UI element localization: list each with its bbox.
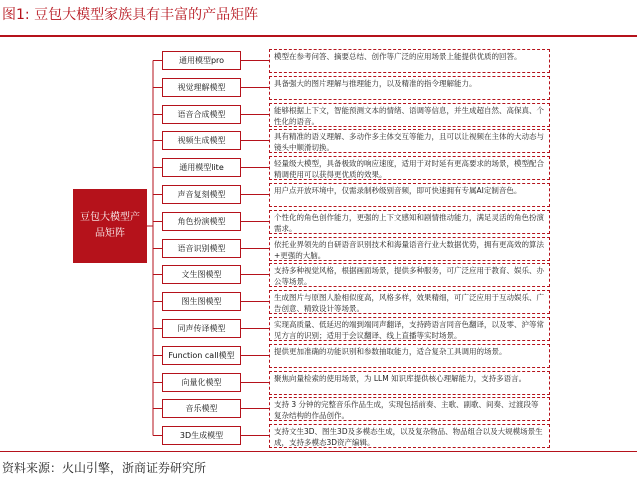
- model-description: 实现高质量、低延迟的端到端同声翻译，支持跨语言同音色翻译，以及零、沪等常见方言的识别；适用于会议翻译、线上直播等实时场景。: [269, 317, 550, 341]
- model-node: 视觉理解模型: [162, 78, 241, 97]
- model-description: 提供更加准确的功能识别和参数抽取能力，适合复杂工具调用的场景。: [269, 344, 550, 368]
- model-node: 3D生成模型: [162, 426, 241, 445]
- model-description: 支持 3 分钟的完整音乐作品生成，实现包括前奏、主歌、副歌、间奏、过渡段等复杂结构的作品创作。: [269, 397, 550, 421]
- model-description: 生成图片与原图人脸相似度高，风格多样，效果精细，可广泛应用于互动娱乐、广告创意、精致设计等场景。: [269, 290, 550, 314]
- model-node: 声音复刻模型: [162, 185, 241, 204]
- model-node: 图生图模型: [162, 292, 241, 311]
- model-description: 个性化的角色创作能力，更强的上下文感知和剧情推动能力，满足灵活的角色扮演需求。: [269, 210, 550, 234]
- figure-title: 图1: 豆包大模型家族具有丰富的产品矩阵: [2, 7, 259, 23]
- model-description: 支持多种视觉风格，根据画面场景，提供多种服务，可广泛应用于教育、娱乐、办公等场景。: [269, 263, 550, 287]
- model-node: 语音合成模型: [162, 105, 241, 124]
- model-description: 模型在参考问答、摘要总结、创作等广泛的应用场景上能提供优质的回答。: [269, 49, 550, 73]
- model-node: 向量化模型: [162, 373, 241, 392]
- model-node: 角色扮演模型: [162, 212, 241, 231]
- model-node: 语音识别模型: [162, 239, 241, 258]
- model-node: 同声传译模型: [162, 319, 241, 338]
- source-divider: [0, 451, 637, 452]
- model-description: 具有精准的语义理解、多动作多主体交互等能力，且可以让视频在主体的大动态与镜头中顺滑切换。: [269, 129, 550, 153]
- source-note: 资料来源：火山引擎，浙商证券研究所: [2, 461, 207, 475]
- model-node: 通用模型pro: [162, 51, 241, 70]
- model-description: 具备强大的图片理解与推理能力，以及精准的指令理解能力。: [269, 76, 550, 100]
- model-node: 音乐模型: [162, 399, 241, 418]
- model-description: 轻量级大模型，具备极致的响应速度，适用于对时延有更高要求的场景，模型配合精调使用可以获得更优质的效果。: [269, 156, 550, 180]
- model-node: 视频生成模型: [162, 131, 241, 150]
- root-node: 豆包大模型产品矩阵: [73, 189, 147, 263]
- model-description: 聚焦向量检索的使用场景，为 LLM 知识库提供核心理解能力，支持多语言。: [269, 371, 550, 395]
- model-description: 依托业界领先的自研语音识别技术和海量语音行业大数据优势，拥有更高效的算法+更强的大脑。: [269, 237, 550, 261]
- model-node: 通用模型lite: [162, 158, 241, 177]
- model-description: 用户点开放环境中，仅需录制秒级别音频，即可快速拥有专属AI定制音色。: [269, 183, 550, 207]
- model-node: 文生图模型: [162, 265, 241, 284]
- model-node: Function call模型: [162, 346, 241, 365]
- model-description: 支持文生3D、图生3D及多模态生成，以及复杂物品、物品组合以及大规模场景生成，支持多模态3D资产编辑。: [269, 424, 550, 448]
- model-description: 能够根据上下文，智能预测文本的情绪、语调等信息，并生成超自然、高保真、个性化的语音。: [269, 103, 550, 127]
